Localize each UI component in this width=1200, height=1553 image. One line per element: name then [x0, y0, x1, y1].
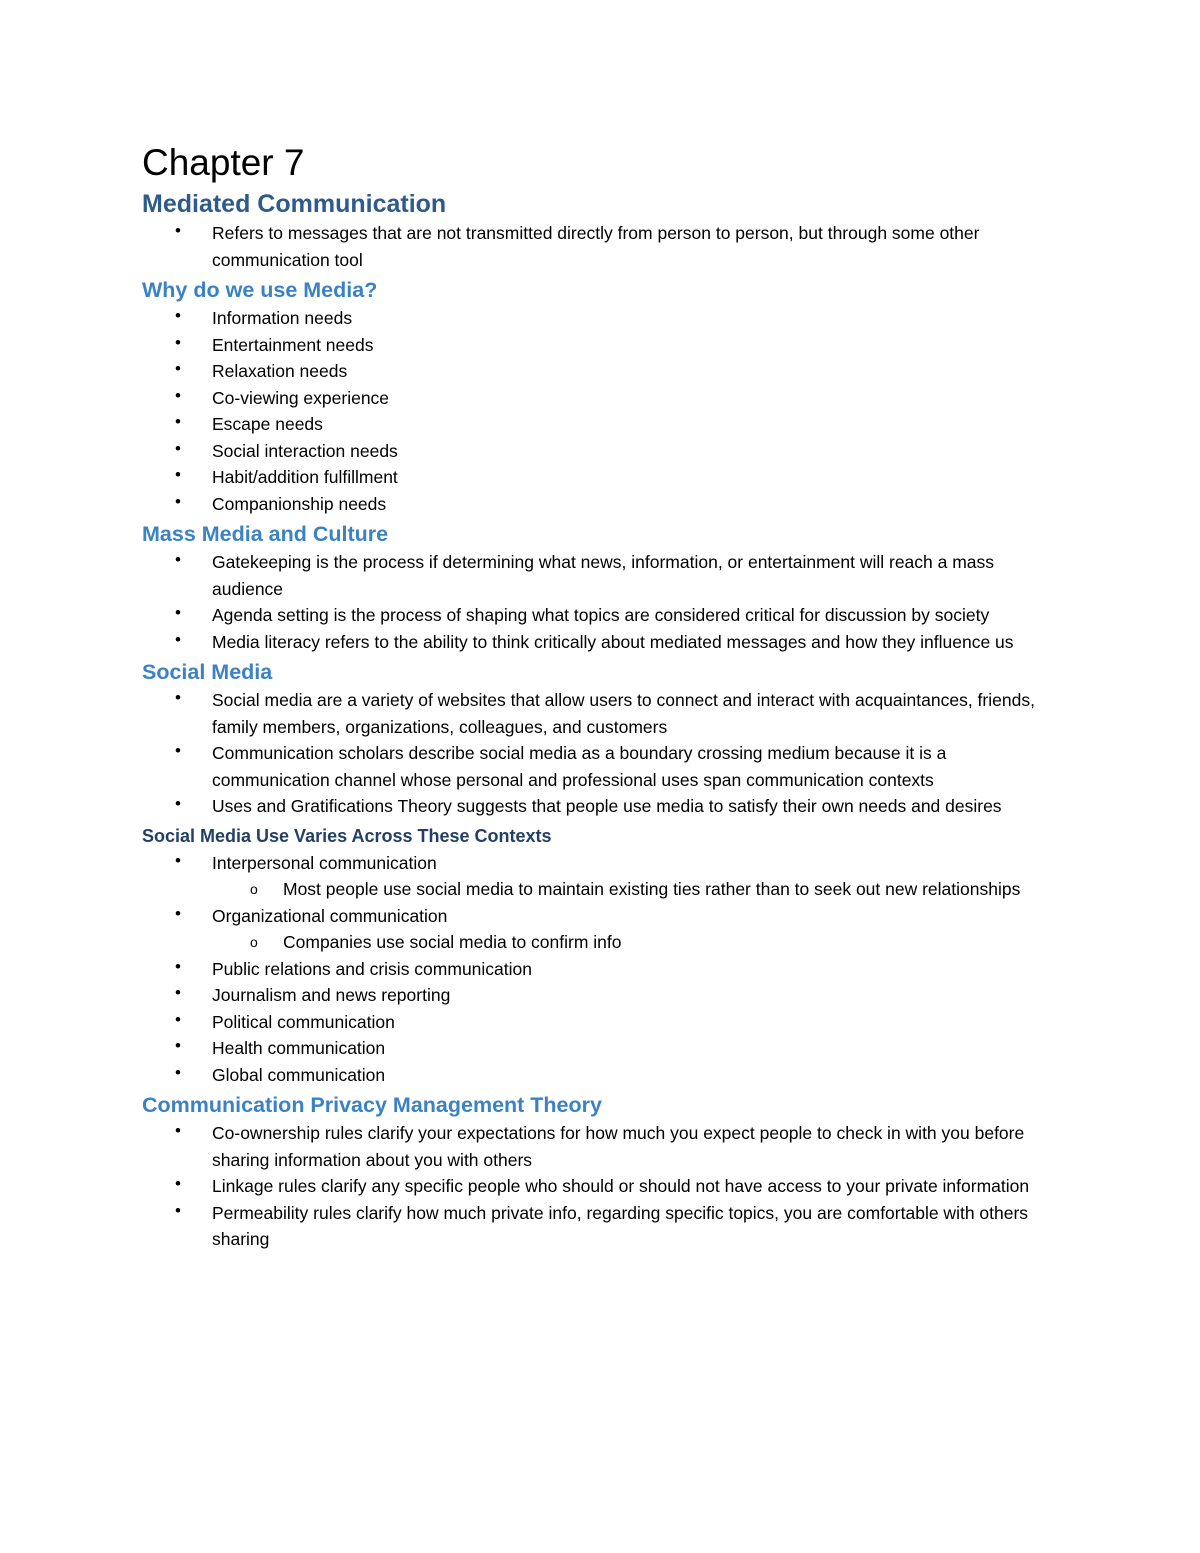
- heading-privacy-management: Communication Privacy Management Theory: [142, 1093, 602, 1117]
- document-page: [142, 140, 1062, 1253]
- list-item-text: Companionship needs: [212, 493, 387, 514]
- list-item-text: Organizational communication: [212, 905, 448, 926]
- list-item: [142, 464, 1062, 491]
- list-item-text: Gatekeeping is the process if determining what news, information, or entertainment will reach a mass audience: [212, 552, 995, 599]
- list-item-text: Linkage rules clarify any specific people who should or should not have access to your private information: [212, 1176, 1030, 1196]
- list-item-text: Agenda setting is the process of shaping what topics are considered critical for discussion by society: [212, 605, 990, 625]
- list-item-text: Social media are a variety of websites that allow users to connect and interact with acquaintances, friends, family members, organizations, colleagues, and customers: [212, 690, 1035, 737]
- list-item: [142, 305, 1062, 332]
- list-item: [142, 982, 1062, 1009]
- bullet-icon: •: [175, 438, 181, 458]
- mediated-list: [142, 220, 1062, 273]
- list-item: [142, 1120, 1062, 1173]
- bullet-icon: •: [175, 1200, 181, 1220]
- sub-list-item: [142, 929, 1062, 956]
- list-item-text: Co-ownership rules clarify your expectations for how much you expect people to check in with you before sharing information about you with others: [212, 1123, 1025, 1170]
- heading-mediated-communication: Mediated Communication: [142, 190, 447, 218]
- heading-social-media-contexts: Social Media Use Varies Across These Contexts: [142, 825, 552, 846]
- list-item: [142, 793, 1062, 820]
- bullet-icon: •: [175, 983, 181, 1002]
- page-title: Chapter 7: [142, 142, 305, 183]
- list-item-text: Entertainment needs: [212, 334, 374, 355]
- bullet-icon: •: [175, 629, 181, 649]
- bullet-icon: •: [175, 850, 181, 870]
- list-item: [142, 687, 1062, 740]
- list-item: [142, 411, 1062, 438]
- list-item-text: Social interaction needs: [212, 440, 398, 461]
- list-item: [142, 385, 1062, 412]
- privacy-list: [142, 1120, 1062, 1253]
- bullet-icon: •: [175, 465, 181, 484]
- mass-media-list: [142, 549, 1062, 655]
- list-item-text: Information needs: [212, 308, 353, 328]
- list-item-text: Political communication: [212, 1011, 395, 1032]
- list-item: [142, 740, 1062, 793]
- list-item-text: Habit/addition fulfillment: [212, 467, 398, 487]
- contexts-list: [142, 850, 1062, 1089]
- heading-mass-media-culture: Mass Media and Culture: [142, 522, 389, 546]
- list-item-text: Most people use social media to maintain existing ties rather than to seek out new relationships: [283, 879, 1021, 899]
- list-item-text: Uses and Gratifications Theory suggests that people use media to satisfy their own needs and desires: [212, 796, 1002, 816]
- bullet-icon: •: [175, 741, 181, 760]
- social-media-list: [142, 687, 1062, 820]
- list-item: [142, 1200, 1062, 1253]
- list-item: [142, 903, 1062, 930]
- circle-bullet-icon: o: [250, 934, 258, 950]
- bullet-icon: •: [175, 550, 181, 569]
- bullet-icon: •: [175, 306, 181, 325]
- bullet-icon: •: [175, 491, 181, 511]
- bullet-icon: •: [175, 385, 181, 405]
- bullet-icon: •: [175, 1009, 181, 1029]
- bullet-icon: •: [175, 1121, 181, 1140]
- list-item-text: Refers to messages that are not transmitted directly from person to person, but through some other communication tool: [212, 223, 980, 270]
- list-item: [142, 332, 1062, 359]
- bullet-icon: •: [175, 359, 181, 378]
- list-item: [142, 602, 1062, 629]
- sub-list-item: [142, 876, 1062, 903]
- list-item: [142, 491, 1062, 518]
- bullet-icon: •: [175, 956, 181, 976]
- circle-bullet-icon: o: [250, 881, 258, 897]
- list-item-text: Global communication: [212, 1064, 386, 1085]
- bullet-icon: •: [175, 603, 181, 622]
- list-item-text: Public relations and crisis communication: [212, 958, 532, 979]
- list-item-text: Health communication: [212, 1038, 386, 1058]
- bullet-icon: •: [175, 332, 181, 352]
- list-item-text: Relaxation needs: [212, 361, 348, 381]
- list-item: [142, 220, 1062, 273]
- list-item-text: Companies use social media to confirm info: [283, 932, 622, 952]
- list-item: [142, 1009, 1062, 1036]
- heading-social-media: Social Media: [142, 660, 273, 684]
- list-item-text: Permeability rules clarify how much private info, regarding specific topics, you are comfortable with others sharing: [212, 1202, 1029, 1249]
- bullet-icon: •: [175, 794, 181, 813]
- list-item: [142, 1173, 1062, 1200]
- bullet-icon: •: [175, 221, 181, 240]
- heading-why-media: Why do we use Media?: [142, 278, 378, 302]
- list-item: [142, 956, 1062, 983]
- list-item: [142, 1062, 1062, 1089]
- list-item: [142, 549, 1062, 602]
- bullet-icon: •: [175, 903, 181, 923]
- bullet-icon: •: [175, 1036, 181, 1055]
- list-item: [142, 629, 1062, 656]
- bullet-icon: •: [175, 1174, 181, 1193]
- bullet-icon: •: [175, 688, 181, 707]
- list-item-text: Co-viewing experience: [212, 387, 390, 408]
- list-item-text: Media literacy refers to the ability to think critically about mediated messages and how they influence us: [212, 631, 1014, 652]
- list-item-text: Escape needs: [212, 414, 323, 434]
- why-media-list: [142, 305, 1062, 517]
- list-item: [142, 358, 1062, 385]
- list-item: [142, 1035, 1062, 1062]
- list-item: [142, 438, 1062, 465]
- list-item-text: Communication scholars describe social media as a boundary crossing medium because it is a communication channel whose personal and professional uses span communication contexts: [212, 743, 947, 790]
- bullet-icon: •: [175, 412, 181, 431]
- list-item: [142, 850, 1062, 877]
- list-item-text: Journalism and news reporting: [212, 985, 451, 1005]
- bullet-icon: •: [175, 1062, 181, 1082]
- list-item-text: Interpersonal communication: [212, 852, 437, 873]
